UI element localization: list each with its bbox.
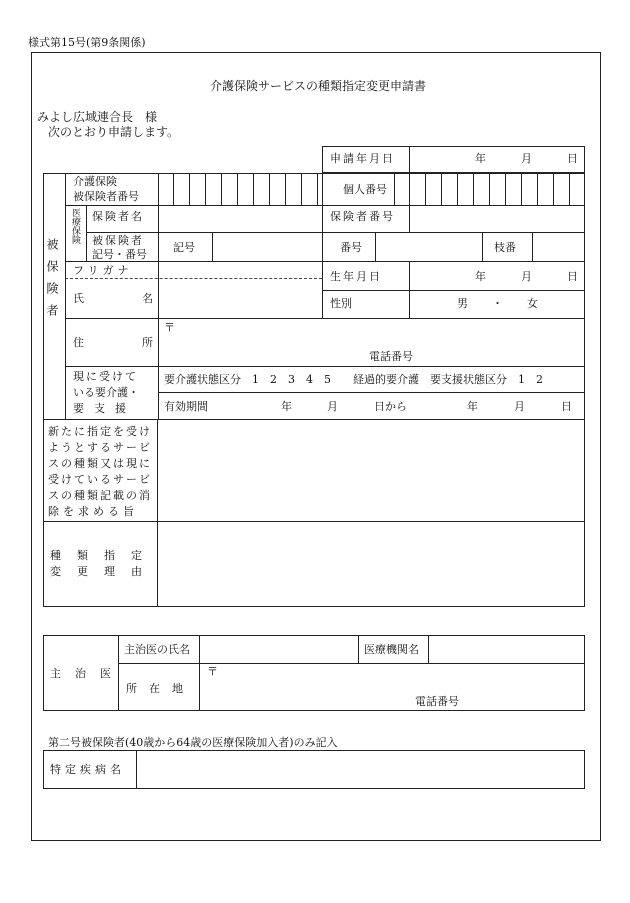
- branch-label: 枝番: [494, 241, 516, 254]
- card-label-1: 被保険者: [92, 234, 144, 247]
- valid-day-2: 日: [561, 400, 572, 413]
- service-request-label-3: スの種類又は現に: [48, 457, 152, 470]
- number-label: 番号: [340, 241, 362, 254]
- reason-label-2: 変更理由: [50, 565, 158, 578]
- insurer-name-label: 保険者名: [92, 210, 144, 223]
- medical-insurance-side-label: 医療保険: [70, 208, 80, 244]
- address-label-b: 所: [142, 336, 153, 349]
- sex-male[interactable]: 男: [457, 297, 468, 310]
- care-label-3: 要支援: [73, 402, 136, 415]
- care-level-options[interactable]: 要介護状態区分 1 2 3 4 5 経過的要介護 要支援状態区分 1 2: [164, 373, 543, 386]
- insured-side-label: 被保険者: [45, 238, 59, 326]
- secondary-insured-note: 第二号被保険者(40歳から64歳の医療保険加入者)のみ記入: [48, 736, 338, 749]
- insured-number-cells[interactable]: [158, 173, 318, 205]
- valid-year: 年: [281, 400, 292, 413]
- application-date-day: 日: [567, 152, 578, 165]
- application-date-label: 申請年月日: [330, 152, 395, 165]
- insurer-number-label: 保険者番号: [330, 210, 395, 223]
- symbol-label: 記号: [173, 241, 195, 254]
- addressee: みよし広域連合長 様: [37, 110, 158, 124]
- doctor-name-label: 主治医の氏名: [124, 643, 190, 656]
- doctor-address-label: 所在地: [126, 682, 195, 695]
- birth-day: 日: [567, 270, 578, 283]
- address-label-a: 住: [73, 336, 84, 349]
- doctor-postal-mark: 〒: [207, 665, 218, 678]
- service-request-label-1: 新たに指定を受け: [48, 425, 152, 438]
- valid-period-label: 有効期間: [164, 400, 208, 413]
- form-title: 介護保険サービスの種類指定変更申請書: [210, 79, 427, 93]
- phone-label: 電話番号: [369, 350, 413, 363]
- application-date-month: 月: [521, 152, 532, 165]
- personal-number-label: 個人番号: [343, 183, 387, 196]
- sex-separator: ・: [492, 297, 503, 310]
- doctor-phone-label: 電話番号: [415, 695, 459, 708]
- personal-number-cells[interactable]: [394, 173, 570, 205]
- service-request-input[interactable]: [158, 420, 584, 521]
- service-request-label-5: スの種類記載の消: [48, 489, 152, 502]
- application-date-year: 年: [475, 152, 486, 165]
- valid-year-2: 年: [467, 400, 478, 413]
- intro-text: 次のとおり申請します。: [48, 125, 180, 139]
- form-number: 様式第15号(第9条関係): [28, 36, 146, 49]
- valid-month: 月: [327, 400, 338, 413]
- doctor-side-label: 主治医: [50, 667, 125, 680]
- sex-female[interactable]: 女: [527, 297, 538, 310]
- care-label-1: 現に受けて: [73, 370, 138, 383]
- institution-label: 医療機関名: [364, 643, 419, 656]
- service-request-label-2: ようとするサービ: [48, 441, 152, 454]
- insured-number-label-1: 介護保険: [73, 175, 117, 188]
- birth-month: 月: [521, 270, 532, 283]
- birth-year: 年: [475, 270, 486, 283]
- postal-mark: 〒: [164, 321, 175, 334]
- disease-input[interactable]: [137, 751, 584, 788]
- sex-label-a: 性別: [330, 297, 352, 310]
- insured-number-label-2: 被保険者番号: [73, 190, 139, 203]
- care-label-2: いる要介護・: [73, 386, 139, 399]
- card-label-2: 記号・番号: [92, 248, 147, 261]
- reason-input[interactable]: [158, 522, 584, 606]
- furigana-label: フリガナ: [73, 264, 133, 277]
- birth-date-label: 生年月日: [330, 270, 382, 283]
- reason-label-1: 種類指定: [50, 549, 158, 562]
- name-label-b: 名: [142, 292, 153, 305]
- valid-day-from: 日から: [374, 400, 407, 413]
- disease-label: 特定疾病名: [50, 763, 125, 776]
- service-request-label-6: 除を求める旨: [48, 505, 138, 518]
- service-request-label-4: 受けているサービ: [48, 473, 152, 486]
- name-label-a: 氏: [73, 292, 84, 305]
- valid-month-2: 月: [514, 400, 525, 413]
